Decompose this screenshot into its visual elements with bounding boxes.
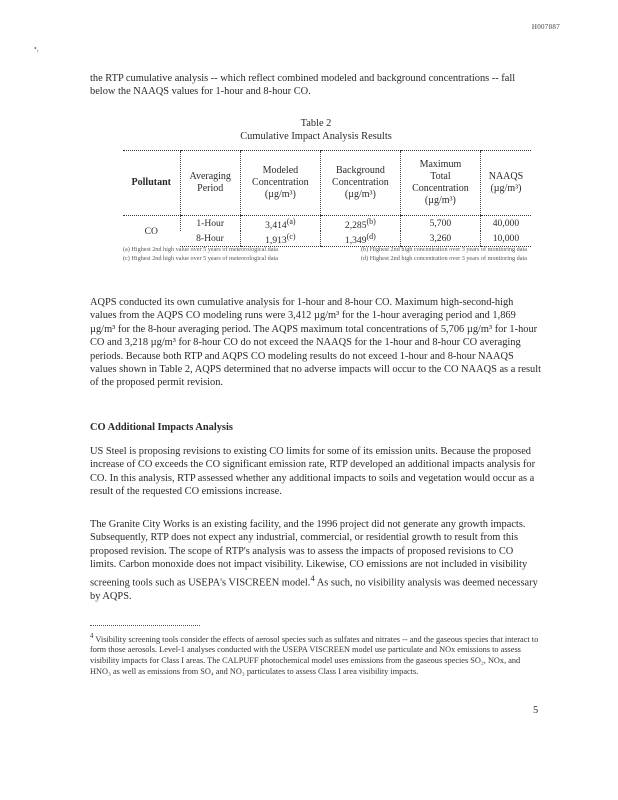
table-note: (a) Highest 2nd high value over 5 years of meteorological data <box>123 246 278 253</box>
header-max-total-line2: Total <box>430 171 451 182</box>
background-note: (b) <box>366 217 376 226</box>
naaqs-cell: 40,000 <box>480 216 531 232</box>
footnote <box>90 632 542 677</box>
granite-city-paragraph <box>90 518 542 603</box>
intro-paragraph: the RTP cumulative analysis -- which reflect combined modeled and background concentrations -- fall below the NAAQS values for 1-hour and 8-hour CO. <box>90 73 516 98</box>
granite-city-text-end: As such, no visibility analysis was deemed necessary by AQPS. <box>90 577 538 602</box>
header-modeled <box>240 151 320 216</box>
period-cell: 8-Hour <box>180 231 240 247</box>
modeled-cell <box>240 216 320 232</box>
modeled-note: (a) <box>286 217 296 226</box>
max-total-cell: 3,260 <box>400 231 480 247</box>
corner-mark: •, <box>34 44 39 53</box>
header-pollutant: Pollutant <box>123 151 180 216</box>
aqps-paragraph: AQPS conducted its own cumulative analysis for 1-hour and 8-hour CO. Maximum high-second-high values from the AQPS CO modeling runs were 3,412 µg/m³ for the 1-hour averaging period and 1,869 µg/m³ for the 8-hour averaging period. The AQPS maximum total concentrations of 5,706 µg/m³ for 1-hour CO and 3,218 µg/m³ for 8-hour CO do not exceed the NAAQS for the 1-hour and 8-hour CO averaging periods. Because both RTP and AQPS CO modeling results do not exceed 1-hour and 8-hour NAAQS values shown in Table 2, AQPS determined that no adverse impacts will occur to the CO NAAQS as a result of the proposed permit revision. <box>90 297 541 389</box>
header-modeled-unit: (µg/m³) <box>264 189 296 200</box>
header-averaging-period <box>180 151 240 216</box>
footnote-reference: 4 <box>310 572 315 583</box>
header-modeled-line2: Concentration <box>252 177 309 188</box>
background-value: 2,285 <box>344 220 367 232</box>
header-max-total <box>400 151 480 216</box>
modeled-note: (c) <box>286 232 296 242</box>
modeled-value: 3,414 <box>265 220 287 232</box>
max-total-cell: 5,700 <box>400 216 480 232</box>
table-notes-right <box>361 246 541 263</box>
table-title <box>90 117 542 143</box>
table-note: (d) Highest 2nd high concentration over 3 years of monitoring data <box>361 254 527 262</box>
period-cell: 1-Hour <box>180 216 240 232</box>
header-max-total-unit: (µg/m³) <box>424 195 456 206</box>
header-naaqs-line1: NAAQS <box>488 171 524 182</box>
page-number: 5 <box>533 705 539 716</box>
header-background-unit: (µg/m³) <box>344 189 376 200</box>
header-modeled-line1: Modeled <box>262 165 299 176</box>
header-background <box>320 151 400 216</box>
document-id: H007887 <box>531 23 560 31</box>
background-note: (d) <box>366 232 376 242</box>
table-row <box>123 216 531 232</box>
header-max-total-line3: Concentration <box>412 183 469 194</box>
footnote-text: Visibility screening tools consider the effects of aerosol species such as sulfates and nitrates -- and the gaseous species that interact to form those aerosols. Level-1 analyses conducted with the USEPA VISCREEN model use particulate and NOx emissions to assess visibility impacts for Class I areas. The CALPUFF photochemical model uses emissions from the gaseous species SO₂, NOx, and HNO₃ as well as emissions from SO₄ and NO₃ particulates to assess Class I area visibility impacts. <box>90 634 539 676</box>
background-value: 1,349 <box>344 235 367 247</box>
table-caption: Cumulative Impact Analysis Results <box>240 131 392 142</box>
header-averaging-line2: Period <box>197 183 224 194</box>
table-note: (c) Highest 2nd high value over 5 years of meteorological data <box>123 254 278 262</box>
background-cell <box>320 216 400 232</box>
table-header-row <box>123 151 531 216</box>
us-steel-paragraph: US Steel is proposing revisions to existing CO limits for some of its emission units. Because the proposed increase of CO exceeds the CO significant emission rate, RTP developed an additional impacts analysis for CO. In this analysis, RTP assessed whether any additional impacts to soils and vegetation would occur as a result of the requested CO emissions increase. <box>90 446 536 498</box>
header-background-line2: Concentration <box>332 177 389 188</box>
naaqs-cell: 10,000 <box>480 231 531 247</box>
table-note: (b) Highest 2nd high concentration over 3 years of monitoring data <box>361 246 527 253</box>
modeled-value: 1,913 <box>265 235 287 247</box>
background-cell <box>320 231 400 247</box>
footnote-divider <box>90 625 200 626</box>
pollutant-cell: CO <box>144 225 158 237</box>
modeled-cell <box>240 231 320 247</box>
footnote-marker: 4 <box>90 633 94 640</box>
table-row <box>123 231 531 247</box>
header-naaqs-unit: (µg/m³) <box>490 183 522 194</box>
header-background-line1: Background <box>335 165 385 176</box>
header-averaging-line1: Averaging <box>189 171 231 182</box>
table-number: Table 2 <box>300 118 332 129</box>
table-notes-left <box>123 246 298 263</box>
section-heading: CO Additional Impacts Analysis <box>90 422 233 433</box>
header-max-total-line1: Maximum <box>419 159 462 170</box>
header-naaqs <box>480 151 531 216</box>
granite-city-text: The Granite City Works is an existing facility, and the 1996 project did not generate any growth impacts. Subsequently, RTP does not expect any industrial, commercial, or residential growth to result from this proposed revision. The scope of RTP's analysis was to assess the impacts of proposed revisions to CO limits. Carbon monoxide does not impact visibility. Likewise, CO emissions are not included in visibility screening tools such as USEPA's VISCREEN model. <box>90 519 528 589</box>
cumulative-impact-table <box>123 150 531 247</box>
